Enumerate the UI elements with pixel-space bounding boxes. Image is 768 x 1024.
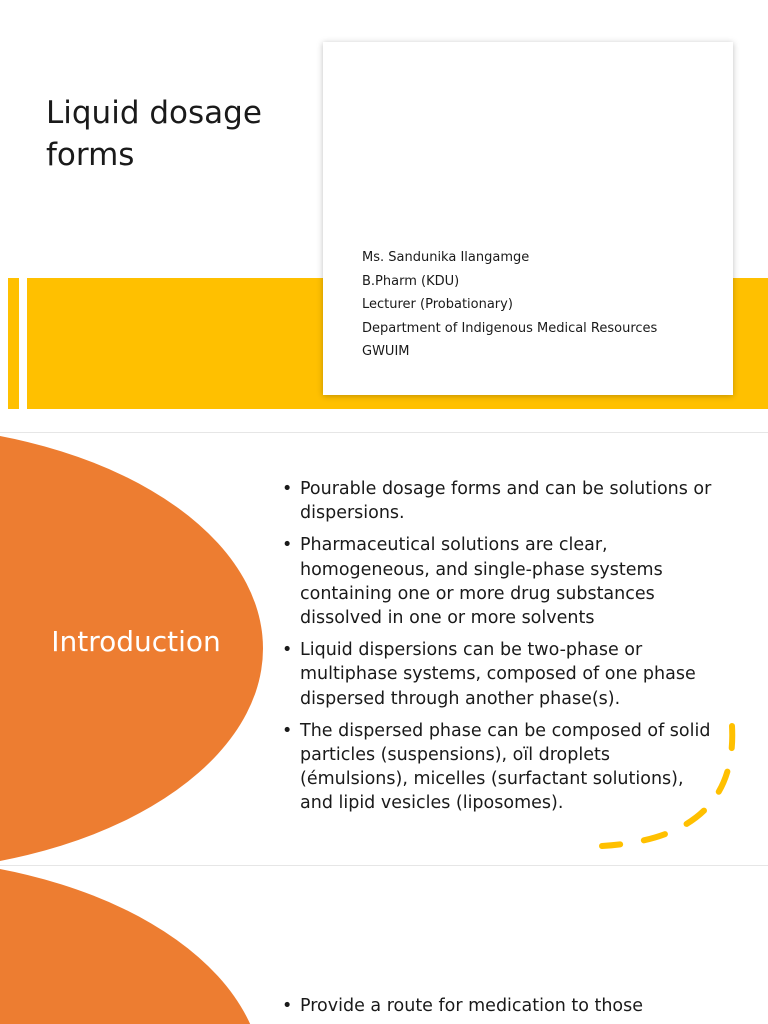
bullet-icon: • — [282, 479, 293, 499]
introduction-slide — [0, 433, 768, 865]
bullet-icon: • — [282, 996, 293, 1016]
bullet-text: The dispersed phase can be composed of solid particles (suspensions), oïl droplets (émulsions), micelles (surfactant solutions), and lipid vesicles (liposomes). — [300, 720, 711, 814]
bullet-item — [282, 994, 752, 1018]
section-title: Introduction — [51, 625, 221, 658]
author-name: Ms. Sandunika Ilangamge — [362, 250, 530, 265]
bullet-item — [282, 638, 722, 711]
title-slide — [0, 0, 768, 432]
next-slide — [0, 866, 768, 1024]
dashed-arc-decoration — [590, 718, 750, 858]
bullet-icon: • — [282, 720, 293, 741]
slide-title-line-1: Liquid dosage — [46, 95, 262, 131]
bullet-item — [282, 477, 722, 525]
bullet-text: Pourable dosage forms and can be solutions or dispersions. — [300, 479, 712, 524]
author-degree: B.Pharm (KDU) — [362, 273, 460, 289]
orange-circle-shape — [0, 866, 263, 1024]
bullet-text: Provide a route for medication to those — [300, 996, 644, 1016]
author-department: Department of Indigenous Medical Resources — [362, 320, 658, 336]
bullet-icon: • — [282, 640, 293, 661]
slide-title-line-2: forms — [46, 137, 135, 173]
slide-title — [46, 92, 262, 176]
bullet-item — [282, 533, 722, 630]
author-institution: GWUIM — [362, 344, 410, 359]
bullet-text: Pharmaceutical solutions are clear, homogeneous, and single-phase systems containing one or more drug substances dissolved in one or more solvents — [300, 535, 663, 629]
bullet-text: Liquid dispersions can be two-phase or multiphase systems, composed of one phase dispersed through another phase(s). — [300, 640, 696, 709]
author-info — [362, 246, 657, 364]
bullet-icon: • — [282, 535, 293, 556]
author-position: Lecturer (Probationary) — [362, 297, 513, 312]
accent-bar-thin — [8, 278, 19, 409]
author-card — [323, 42, 733, 395]
bullet-list — [282, 994, 752, 1018]
